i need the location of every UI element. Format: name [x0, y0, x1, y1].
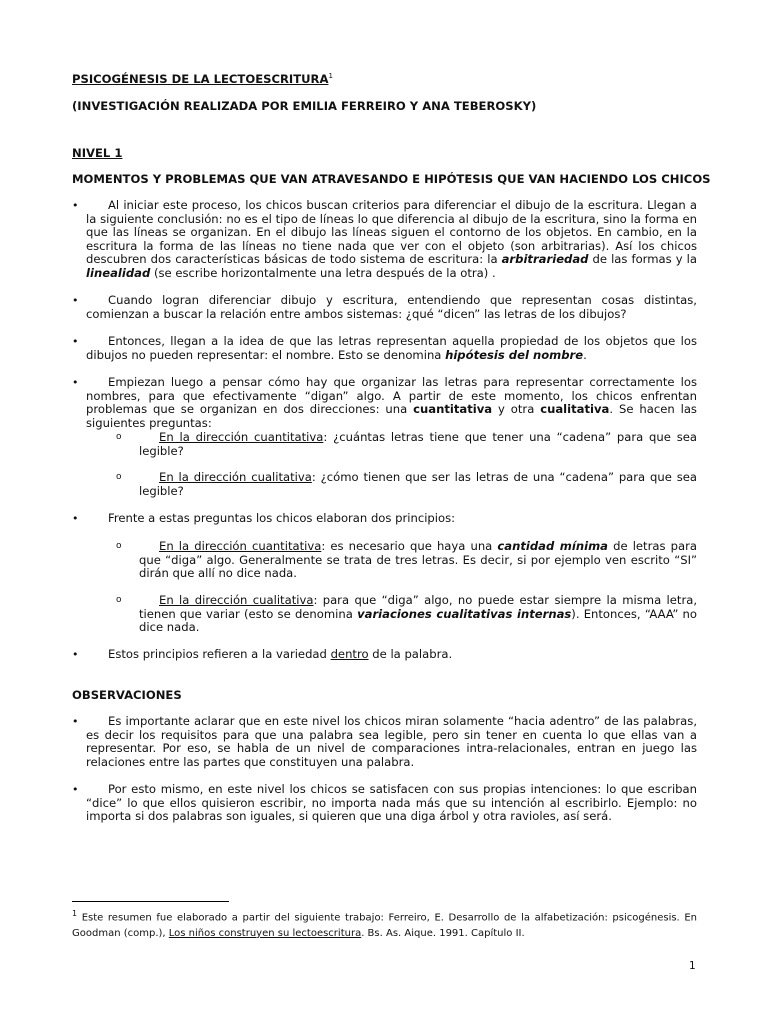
- bullet-marker: •: [72, 715, 79, 728]
- observation-2: [86, 783, 697, 824]
- bullet-marker: •: [72, 199, 79, 212]
- p6-text-c: de la palabra.: [368, 647, 453, 661]
- p3-text-c: .: [583, 347, 587, 362]
- footnote-text-a: Este resumen fue elaborado a partir del siguiente trabajo: Ferreiro, E. Desarrollo de la alfabetización: psicogénesis. En Goodman (comp.),: [72, 912, 697, 939]
- sub-bullet-marker: o: [116, 541, 122, 551]
- r2-text-c: ). Entonces, “AAA” no dice nada.: [139, 606, 697, 635]
- paragraph-5: [86, 512, 697, 526]
- term-arbitrariedad: arbitrariedad: [501, 252, 589, 267]
- r2-label: En la dirección cualitativa: [159, 593, 314, 607]
- sub-bullet-marker: o: [116, 472, 122, 482]
- term-linealidad: linealidad: [86, 265, 151, 280]
- title-text: PSICOGÉNESIS DE LA LECTOESCRITURA: [72, 72, 329, 86]
- term-cuantitativa: cuantitativa: [413, 402, 493, 417]
- question-quantitative: [139, 431, 697, 458]
- term-dentro: dentro: [330, 647, 369, 661]
- paragraph-4: [86, 376, 697, 430]
- section-heading: MOMENTOS Y PROBLEMAS QUE VAN ATRAVESANDO E HIPÓTESIS QUE VAN HACIENDO LOS CHICOS: [72, 172, 711, 186]
- title-footnote-mark: 1: [328, 72, 333, 81]
- bullet-marker: •: [72, 294, 79, 307]
- p3-text-a: Entonces, llegan a la idea de que las letras representan aquella propiedad de los objetos que los dibujos no pueden representar: el nombre. Esto se denomina: [86, 334, 697, 362]
- footnote-separator: [72, 901, 229, 902]
- footnote-book-title: Los niños construyen su lectoescritura: [168, 927, 362, 939]
- sub-bullet-marker: o: [116, 432, 122, 442]
- term-variaciones-cualitativas-internas: variaciones cualitativas internas: [357, 606, 572, 621]
- bullet-marker: •: [72, 648, 79, 661]
- p4-text-c: y otra: [492, 402, 541, 417]
- term-cantidad-minima: cantidad mínima: [497, 539, 608, 553]
- q2-label: En la dirección cualitativa: [159, 470, 312, 484]
- paragraph-2: [86, 294, 697, 321]
- paragraph-1: [86, 199, 697, 281]
- p1-text-e: (se escribe horizontalmente una letra después de la otra) .: [150, 265, 496, 280]
- bullet-marker: •: [72, 512, 79, 525]
- p1-text-c: de las formas y la: [588, 252, 697, 267]
- p4-text-e: . Se hacen las siguientes preguntas:: [86, 402, 697, 430]
- r1-text-c: de letras para que “diga” algo. Generalmente se trata de tres letras. Es decir, si por ejemplo ven escrito “SI” dirán que allí no dice nada.: [139, 539, 697, 581]
- r1-text-a: : es necesario que haya una: [321, 539, 498, 553]
- q1-text: : ¿cuántas letras tiene que tener una “cadena” para que sea legible?: [139, 430, 697, 458]
- q2-text: : ¿cómo tienen que ser las letras de una “cadena” para que sea legible?: [139, 470, 697, 498]
- bullet-marker: •: [72, 376, 79, 389]
- principle-qualitative: [139, 594, 697, 635]
- p2-text: Cuando logran diferenciar dibujo y escritura, entendiendo que representan cosas distintas, comienzan a buscar la relación entre ambos sistemas: ¿qué “dicen” las letras de los dibujos?: [86, 293, 697, 321]
- paragraph-6: [86, 648, 697, 662]
- p5-text: Frente a estas preguntas los chicos elaboran dos principios:: [108, 511, 456, 525]
- r2-text-a: : para que “diga” algo, no puede estar siempre la misma letra, tienen que variar (esto se denomina: [139, 593, 698, 621]
- observation-1: [86, 715, 697, 769]
- bullet-marker: •: [72, 783, 79, 796]
- level-heading: NIVEL 1: [72, 146, 123, 160]
- page-number: 1: [689, 960, 696, 972]
- term-cualitativa: cualitativa: [540, 402, 610, 417]
- observations-heading: OBSERVACIONES: [72, 688, 182, 702]
- document-subtitle: (INVESTIGACIÓN REALIZADA POR EMILIA FERREIRO Y ANA TEBEROSKY): [72, 99, 537, 113]
- o2-text: Por esto mismo, en este nivel los chicos se satisfacen con sus propias intenciones: lo que escriban “dice” lo que ellos quisieron escribir, no importa nada más que su intención al escribirlo. Ejemplo: no importa si dos palabras son iguales, si quieren que una diga árbol y otra ravioles, así será.: [86, 782, 697, 824]
- p4-text-a: Empiezan luego a pensar cómo hay que organizar las letras para representar correctamente los nombres, para que efectivamente “digan” algo. A partir de este momento, los chicos enfrentan problemas que se organizan en dos direcciones: una: [86, 375, 697, 417]
- principle-quantitative: [139, 540, 697, 581]
- footnote: [72, 906, 697, 941]
- footnote-mark: 1: [72, 909, 78, 918]
- bullet-marker: •: [72, 335, 79, 348]
- q1-label: En la dirección cuantitativa: [159, 430, 324, 444]
- p6-text-a: Estos principios refieren a la variedad: [108, 647, 331, 661]
- sub-bullet-marker: o: [116, 595, 122, 605]
- footnote-text-c: . Bs. As. Aique. 1991. Capítulo II.: [361, 927, 525, 939]
- r1-label: En la dirección cuantitativa: [159, 539, 322, 553]
- question-qualitative: [139, 471, 697, 498]
- p1-text-a: Al iniciar este proceso, los chicos buscan criterios para diferenciar el dibujo de la escritura. Llegan a la siguiente conclusión: no es el tipo de líneas lo que diferencia al dibujo de la escritura, sino la forma en que las líneas se organizan. En el dibujo las líneas siguen el contorno de los objetos. En cambio, en la escritura la forma de las líneas no tiene nada que ver con el objeto (son arbitrarias). Así los chicos descubren dos características básicas de todo sistema de escritura: la: [86, 198, 697, 267]
- document-title: [72, 72, 333, 86]
- term-hipotesis-del-nombre: hipótesis del nombre: [445, 347, 584, 362]
- o1-text: Es importante aclarar que en este nivel los chicos miran solamente “hacia adentro” de las palabras, es decir los requisitos para que una palabra sea legible, pero sin tener en cuenta lo que ellas van a representar. Por eso, se habla de un nivel de comparaciones intra-relacionales, entran en juego las relaciones entre las partes que constituyen una palabra.: [86, 714, 697, 769]
- paragraph-3: [86, 335, 697, 362]
